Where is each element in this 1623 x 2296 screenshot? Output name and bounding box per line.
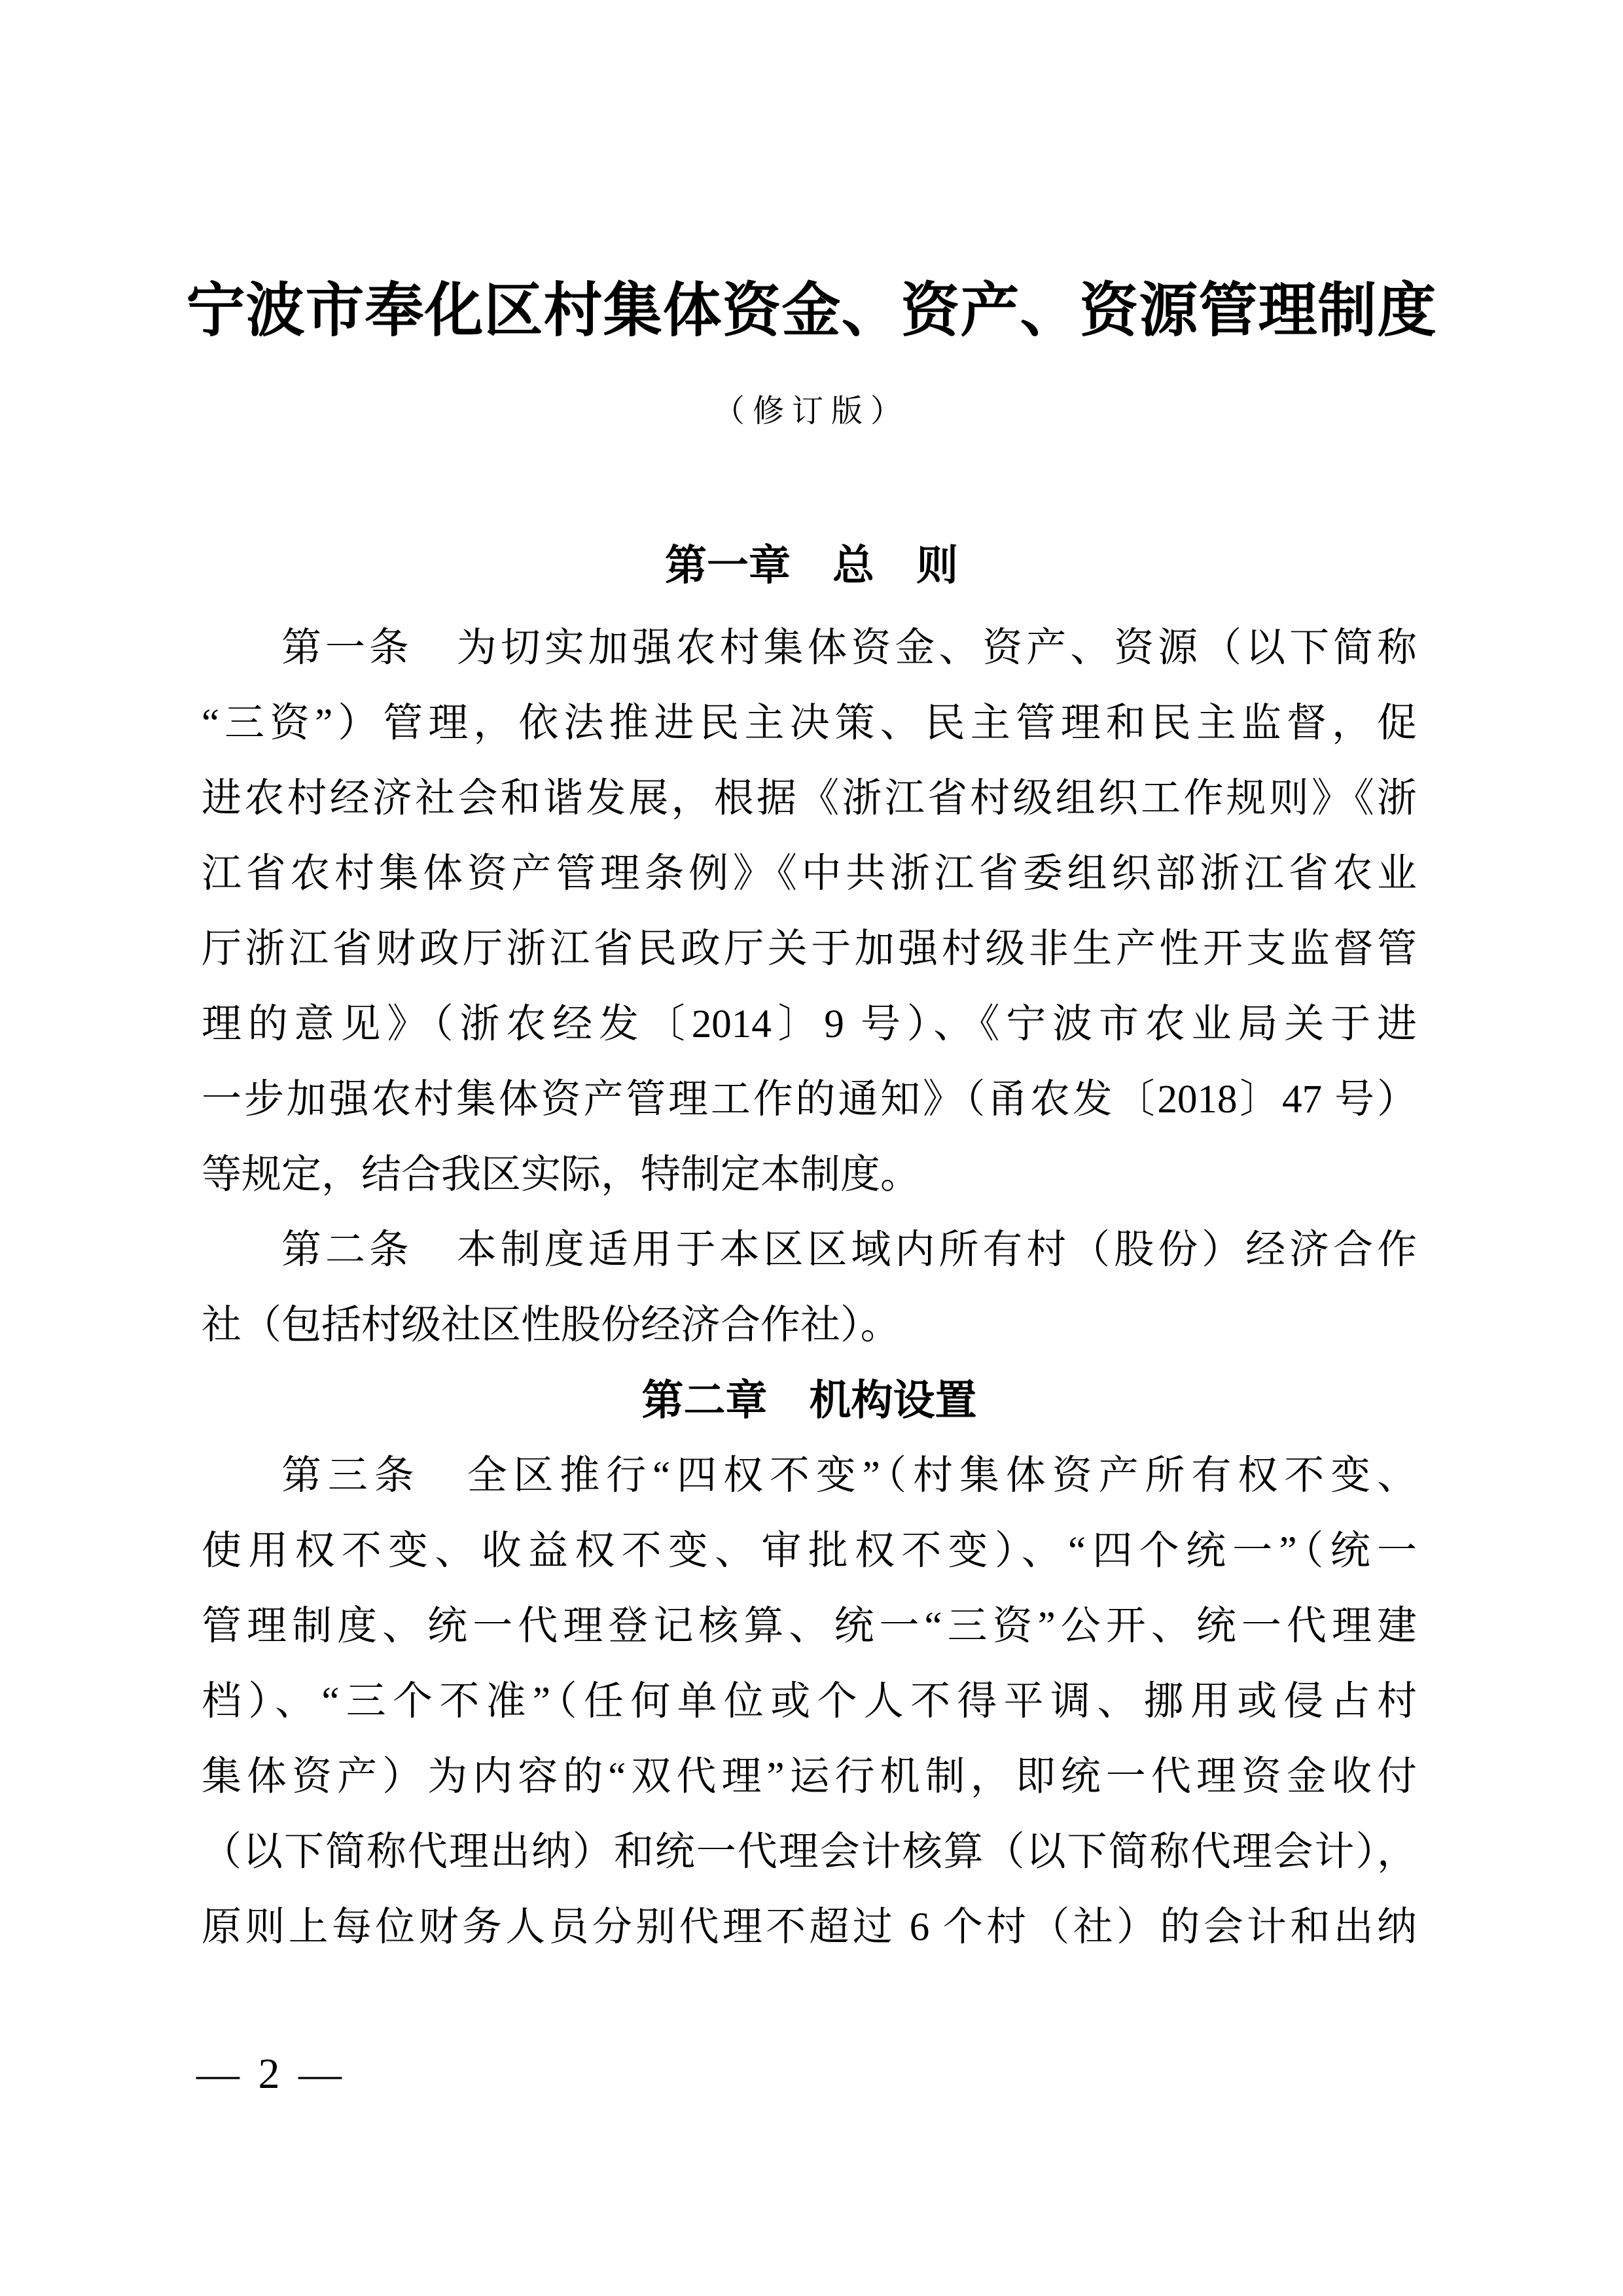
body-line: 原则上每位财务人员分别代理不超过 6 个村（社）的会计和出纳 — [202, 1905, 1417, 1949]
body-line: 第三条 全区推行“四权不变”（村集体资产所有权不变、 — [281, 1454, 1417, 1498]
body-line: “三资”）管理，依法推进民主决策、民主管理和民主监督，促 — [202, 701, 1417, 745]
chapter-1-heading: 第一章 总 则 — [665, 542, 958, 589]
body-line: 第二条 本制度适用于本区区域内所有村（股份）经济合作 — [281, 1228, 1417, 1272]
body-line: 档）、“三个不准”（任何单位或个人不得平调、挪用或侵占村 — [202, 1680, 1417, 1723]
body-line: 进农村经济社会和谐发展，根据《浙江省村级组织工作规则》《浙 — [202, 777, 1417, 821]
document-title: 宁波市奉化区村集体资金、资产、资源管理制度 — [186, 279, 1437, 344]
page-number: — 2 — — [196, 2050, 346, 2098]
body-line: 集体资产）为内容的“双代理”运行机制，即统一代理资金收付 — [202, 1755, 1417, 1799]
body-line: 社（包括村级社区性股份经济合作社）。 — [202, 1303, 901, 1347]
document-body — [202, 610, 1417, 1965]
body-line: 第一条 为切实加强农村集体资金、资产、资源（以下简称 — [281, 626, 1417, 670]
body-line: 理的意见》（浙农经发〔2014〕9 号）、《宁波市农业局关于进 — [202, 1002, 1417, 1046]
body-line: （以下简称代理出纳）和统一代理会计核算（以下简称代理会计）， — [202, 1830, 1417, 1874]
chapter-2-heading: 第二章 机构设置 — [641, 1377, 977, 1424]
body-line: 使用权不变、收益权不变、审批权不变）、“四个统一”（统一 — [202, 1529, 1417, 1573]
document-subtitle: （修订版） — [713, 394, 910, 429]
body-line: 江省农村集体资产管理条例》《中共浙江省委组织部浙江省农业 — [202, 852, 1417, 896]
body-line: 厅浙江省财政厅浙江省民政厅关于加强村级非生产性开支监督管 — [202, 927, 1417, 971]
body-line: 一步加强农村集体资产管理工作的通知》（甬农发〔2018〕47 号） — [202, 1078, 1417, 1122]
body-line: 等规定，结合我区实际，特制定本制度。 — [202, 1153, 921, 1197]
body-line: 管理制度、统一代理登记核算、统一“三资”公开、统一代理建 — [202, 1604, 1417, 1648]
